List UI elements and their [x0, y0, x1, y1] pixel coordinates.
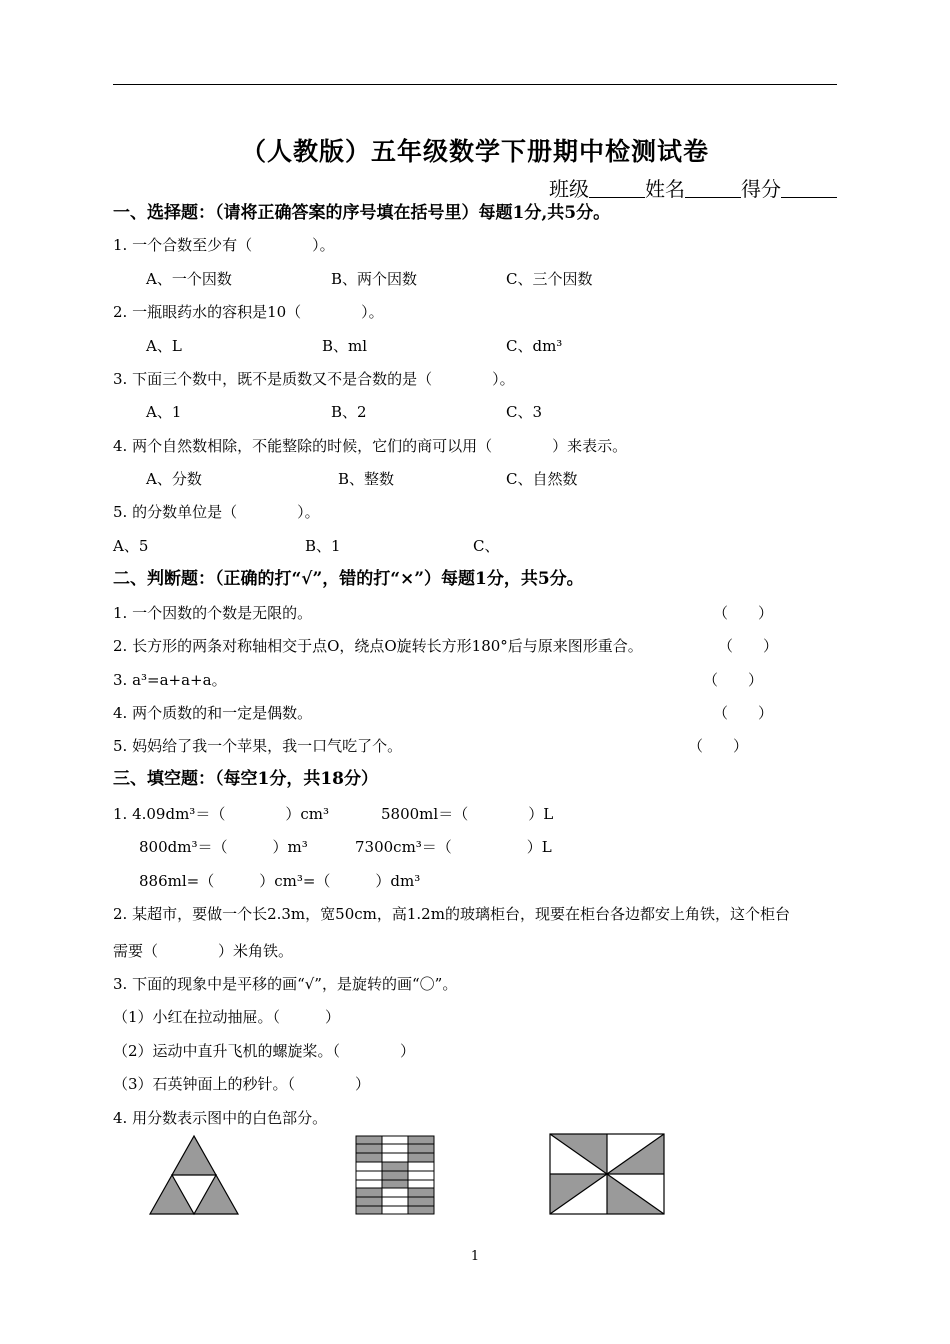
s2-q5-text: 5. 妈妈给了我一个苹果，我一口气吃了个。: [113, 737, 403, 755]
s1-q3-option-a[interactable]: A、1: [146, 403, 182, 421]
name-label: 姓名: [645, 177, 685, 201]
grid-cell: [382, 1136, 408, 1162]
s1-q4-stem: 4. 两个自然数相除，不能整除的时候，它们的商可以用（ ）来表示。: [113, 437, 628, 455]
header-rule: [113, 84, 837, 85]
s3-q1-line1-a: 1. 4.09dm³＝（ ）cm³: [113, 805, 329, 823]
grid-cell: [356, 1188, 382, 1214]
s1-q5-option-a[interactable]: A、5: [113, 537, 149, 555]
s3-q1-line3: 886ml=（ ）cm³=（ ）dm³: [139, 872, 421, 890]
s2-q4-text: 4. 两个质数的和一定是偶数。: [113, 704, 313, 722]
score-blank[interactable]: [781, 196, 837, 198]
grid-cell: [356, 1162, 382, 1188]
s1-q2-option-b[interactable]: B、ml: [322, 337, 368, 355]
s1-q4-option-a[interactable]: A、分数: [146, 470, 202, 488]
s3-q3-item-3: （3）石英钟面上的秒针。（ ）: [113, 1075, 371, 1093]
s2-q3-text: 3. a³=a+a+a。: [113, 671, 227, 689]
score-label: 得分: [741, 177, 781, 201]
grid-figure: [355, 1135, 435, 1215]
s1-q2-option-a[interactable]: A、L: [146, 337, 182, 355]
s1-q3-option-b[interactable]: B、2: [331, 403, 367, 421]
s1-q5-stem: 5. 的分数单位是（ ）。: [113, 503, 320, 521]
s2-q5-bracket[interactable]: （ ）: [688, 737, 749, 755]
student-info: [549, 173, 837, 202]
s3-q1-line2-b: 7300cm³＝（ ）L: [355, 838, 552, 856]
s3-q1-line1-b: 5800ml＝（ ）L: [381, 805, 554, 823]
grid-cell: [356, 1136, 382, 1162]
s1-q2-stem: 2. 一瓶眼药水的容积是10（ ）。: [113, 303, 384, 321]
class-blank[interactable]: [589, 196, 645, 198]
grid-cell: [408, 1188, 434, 1214]
grid-cell: [408, 1136, 434, 1162]
page-title: （人教版）五年级数学下册期中检测试卷: [240, 137, 709, 166]
s1-q3-stem: 3. 下面三个数中，既不是质数又不是合数的是（ ）。: [113, 370, 515, 388]
s2-q2-bracket[interactable]: （ ）: [718, 637, 779, 655]
s3-q3-stem: 3. 下面的现象中是平移的画“√”，是旋转的画“〇”。: [113, 975, 458, 993]
s1-q2-option-c[interactable]: C、dm³: [506, 337, 563, 355]
s2-q4-bracket[interactable]: （ ）: [713, 704, 774, 722]
name-blank[interactable]: [685, 196, 741, 198]
section-1-heading: 一、选择题：（请将正确答案的序号填在括号里）每题1分,共5分。: [113, 203, 611, 223]
s1-q1-option-a[interactable]: A、一个因数: [146, 270, 232, 288]
grid-cell: [408, 1162, 434, 1188]
s2-q1-text: 1. 一个因数的个数是无限的。: [113, 604, 313, 622]
s2-q1-bracket[interactable]: （ ）: [713, 604, 774, 622]
s1-q4-option-c[interactable]: C、自然数: [506, 470, 578, 488]
s1-q1-option-c[interactable]: C、三个因数: [506, 270, 593, 288]
s1-q1-option-b[interactable]: B、两个因数: [331, 270, 418, 288]
s3-q4-stem: 4. 用分数表示图中的白色部分。: [113, 1109, 328, 1127]
s1-q1-stem: 1. 一个合数至少有（ ）。: [113, 236, 335, 254]
s1-q4-option-b[interactable]: B、整数: [338, 470, 395, 488]
s3-q2-line1: 2. 某超市，要做一个长2.3m，宽50cm，高1.2m的玻璃柜台，现要在柜台各边都安上角铁，这个柜台: [113, 905, 790, 923]
s3-q2-line2: 需要（ ）米角铁。: [113, 942, 294, 960]
triangle-figure: [148, 1134, 240, 1216]
s3-q3-item-1: （1）小红在拉动抽屉。（ ）: [113, 1008, 341, 1026]
s3-q1-line2-a: 800dm³＝（ ）m³: [139, 838, 308, 856]
s2-q3-bracket[interactable]: （ ）: [703, 671, 764, 689]
s3-q3-item-2: （2）运动中直升飞机的螺旋桨。（ ）: [113, 1042, 416, 1060]
grid-cell: [382, 1162, 408, 1188]
s2-q2-text: 2. 长方形的两条对称轴相交于点O，绕点O旋转长方形180°后与原来图形重合。: [113, 637, 643, 655]
class-label: 班级: [549, 177, 589, 201]
s1-q5-option-c[interactable]: C、: [473, 537, 500, 555]
s1-q3-option-c[interactable]: C、3: [506, 403, 543, 421]
grid-cell: [382, 1188, 408, 1214]
s1-q5-option-b[interactable]: B、1: [305, 537, 341, 555]
page-number: 1: [470, 1249, 480, 1264]
rectangle-figure: [549, 1133, 665, 1215]
section-3-heading: 三、填空题：（每空1分，共18分）: [113, 769, 378, 789]
section-2-heading: 二、判断题：（正确的打“√”，错的打“×”）每题1分，共5分。: [113, 569, 584, 589]
